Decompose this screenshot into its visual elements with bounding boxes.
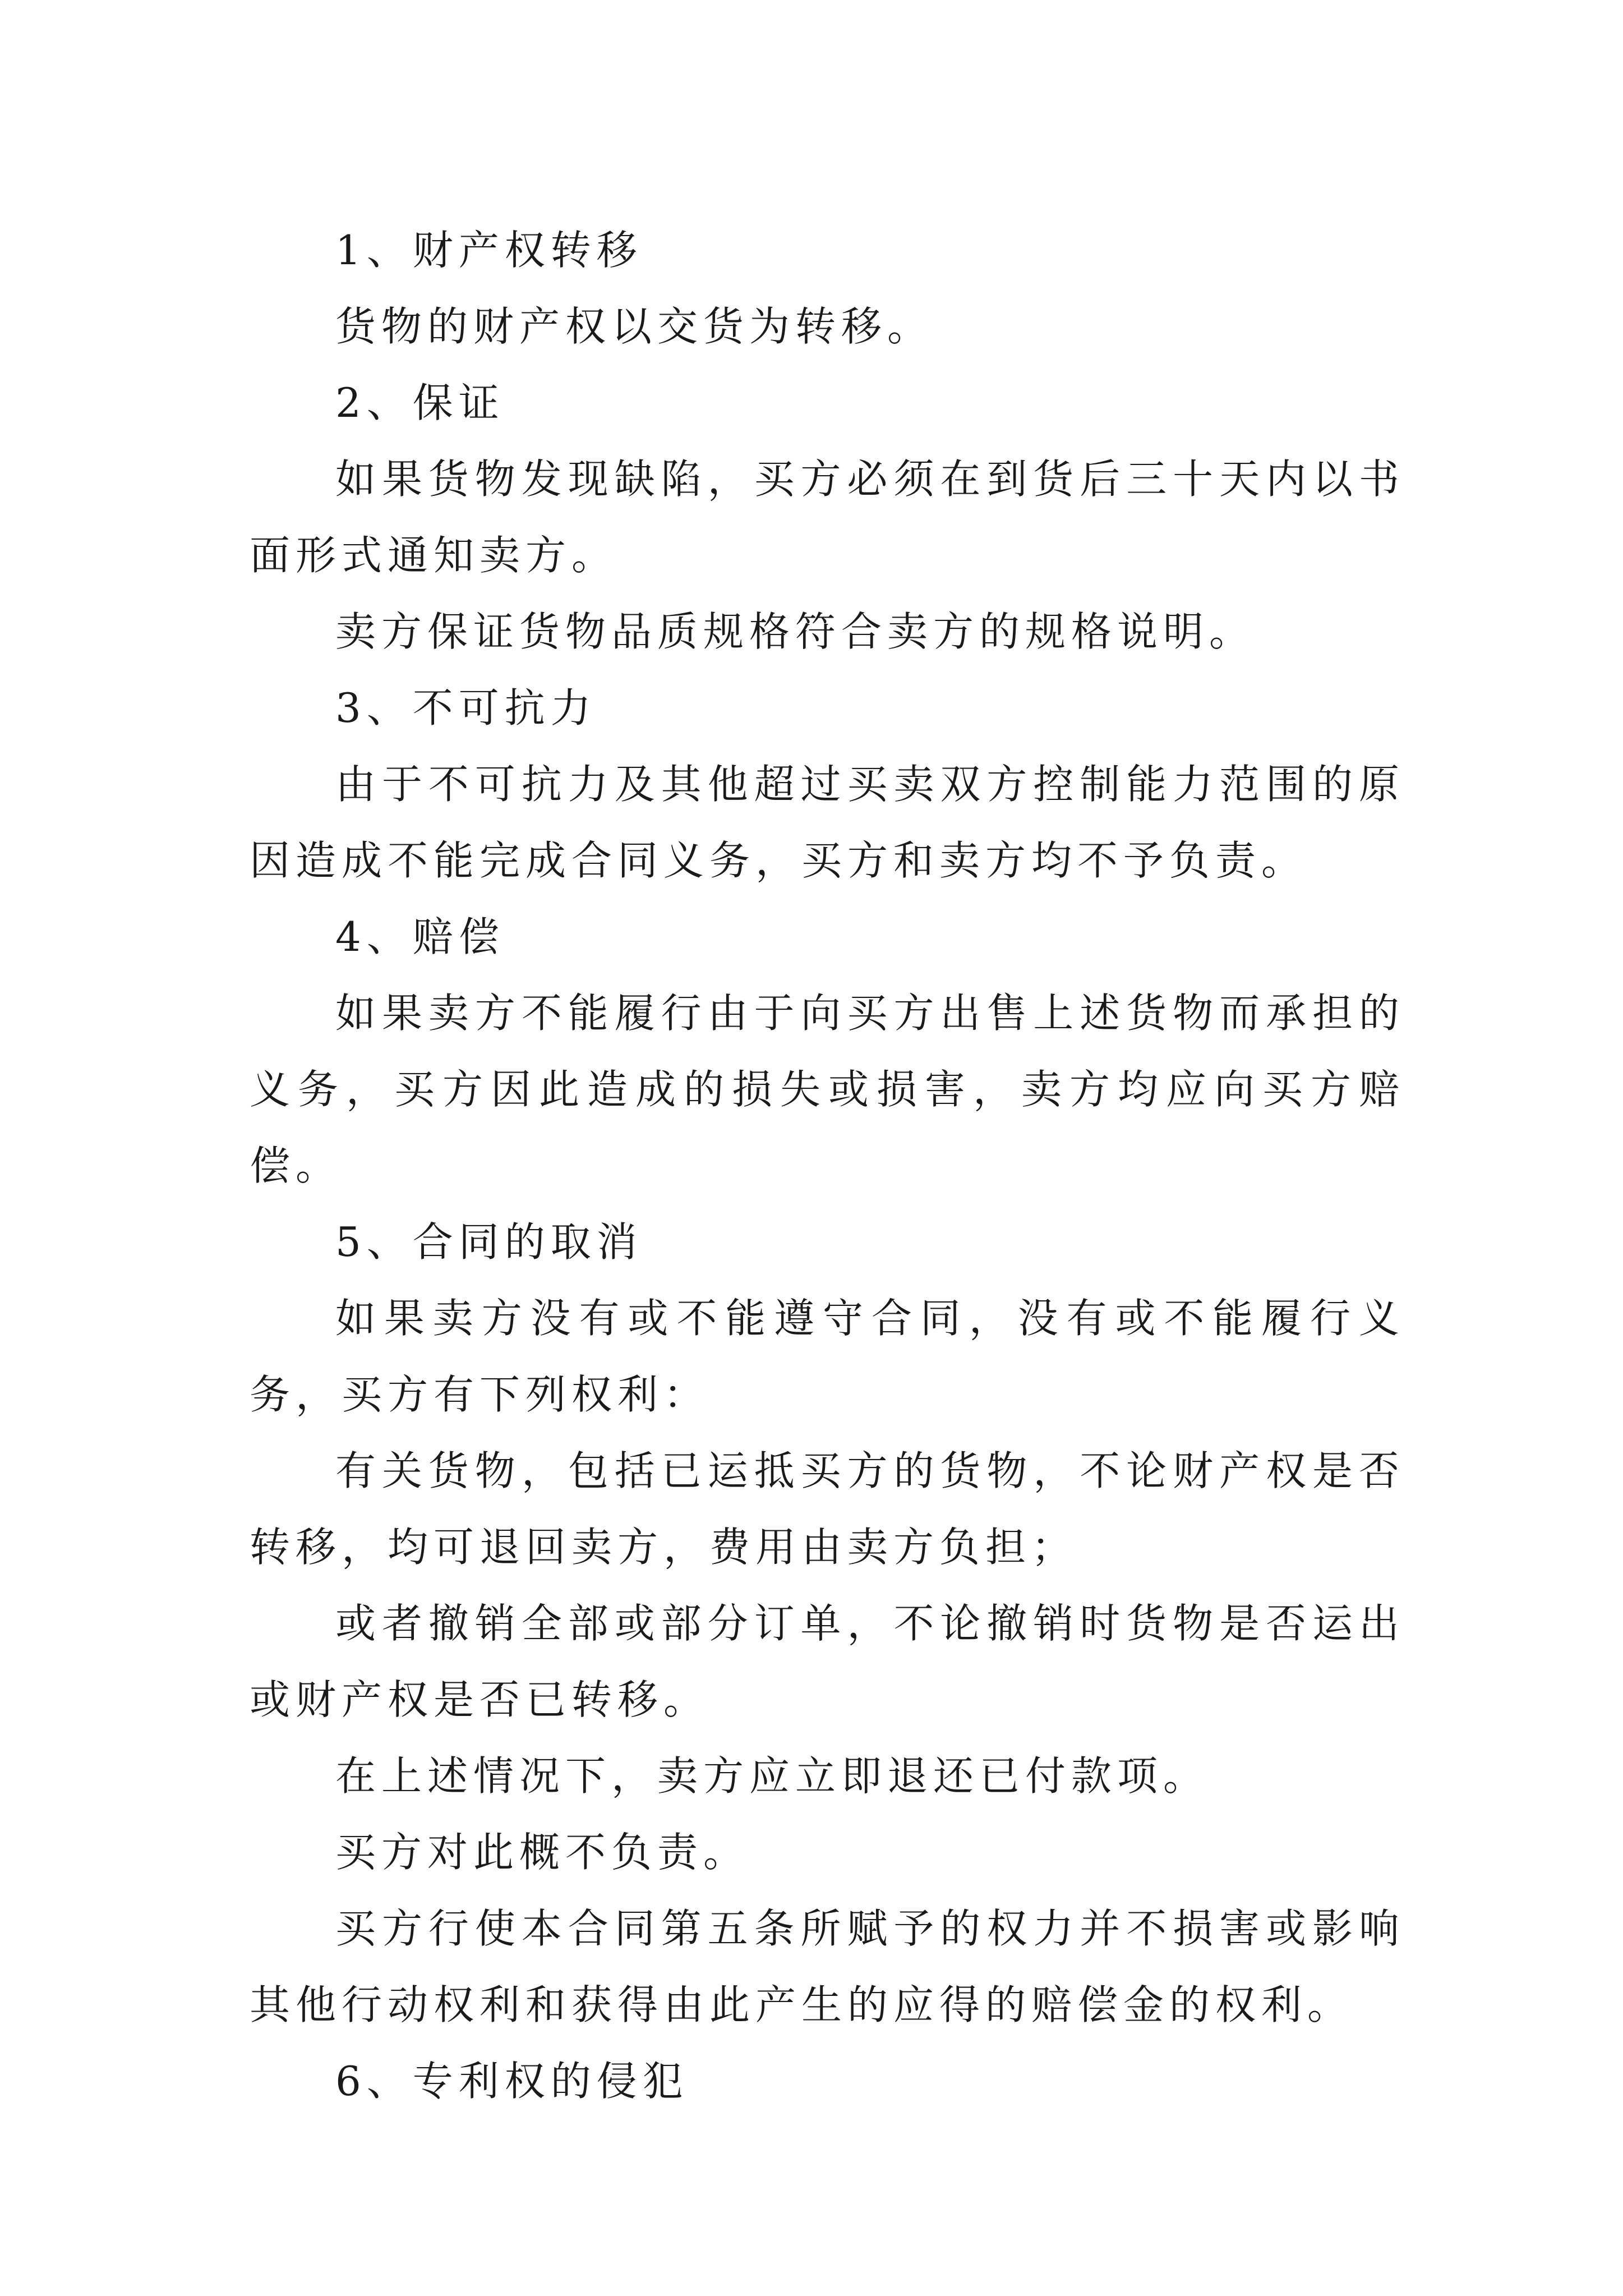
section-heading-patent-infringement: 6、专利权的侵犯 (335, 2058, 689, 2105)
paragraph: 如果卖方没有或不能遵守合同，没有或不能履行义务，买方有下列权利： (250, 1295, 1405, 1418)
section-heading-compensation: 4、赔偿 (335, 913, 505, 960)
paragraph: 卖方保证货物品质规格符合卖方的规格说明。 (335, 608, 1256, 655)
paragraph: 由于不可抗力及其他超过买卖双方控制能力范围的原因造成不能完成合同义务，买方和卖方均不予负责。 (250, 761, 1405, 884)
paragraph: 货物的财产权以交货为转移。 (335, 303, 934, 350)
section-heading-cancellation: 5、合同的取消 (335, 1218, 643, 1266)
paragraph: 买方对此概不负责。 (335, 1829, 750, 1876)
section-heading-property-transfer: 1、财产权转移 (335, 227, 643, 274)
document-body (250, 212, 1405, 2119)
paragraph: 如果卖方不能履行由于向买方出售上述货物而承担的义务，买方因此造成的损失或损害，卖方均应向买方赔偿。 (250, 990, 1405, 1189)
section-heading-warranty: 2、保证 (335, 379, 505, 426)
paragraph: 在上述情况下，卖方应立即退还已付款项。 (335, 1752, 1210, 1800)
paragraph: 或者撤销全部或部分订单，不论撤销时货物是否运出或财产权是否已转移。 (250, 1600, 1405, 1723)
section-heading-force-majeure: 3、不可抗力 (335, 684, 597, 731)
paragraph: 有关货物，包括已运抵买方的货物，不论财产权是否转移，均可退回卖方，费用由卖方负担； (250, 1447, 1405, 1571)
paragraph: 如果货物发现缺陷，买方必须在到货后三十天内以书面形式通知卖方。 (250, 455, 1405, 579)
paragraph: 买方行使本合同第五条所赋予的权力并不损害或影响其他行动权利和获得由此产生的应得的赔偿金的权利。 (250, 1905, 1405, 2028)
